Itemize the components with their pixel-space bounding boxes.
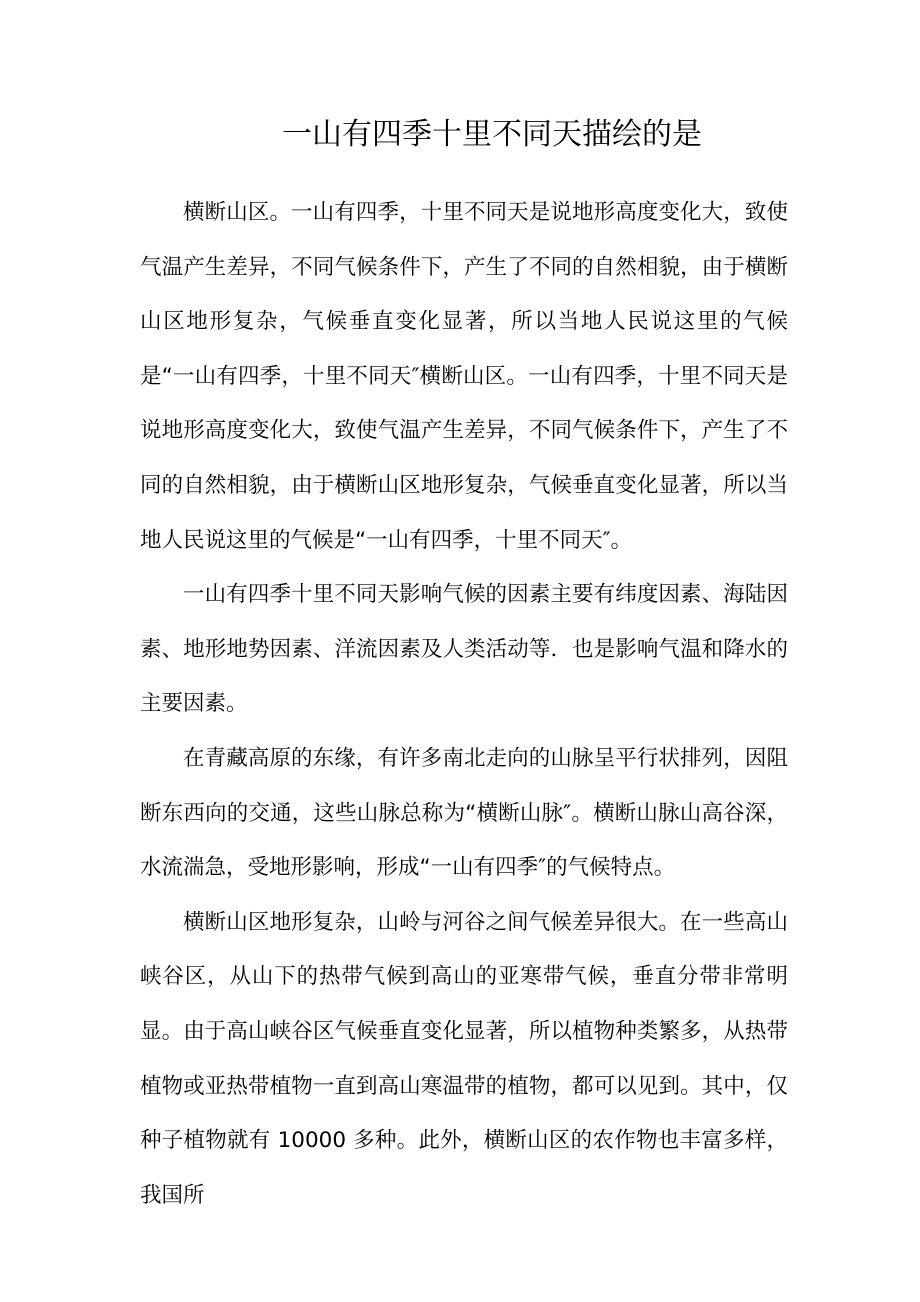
document-title: 一山有四季十里不同天描绘的是 xyxy=(282,117,702,152)
paragraph: 在青藏高原的东缘，有许多南北走向的山脉呈平行状排列，因阻断东西向的交通，这些山脉总称为“横断山脉″。横断山脉山高谷深，水流湍急，受地形影响，形成“一山有四季″的气候特点。 xyxy=(140,745,788,881)
paragraph: 横断山区。一山有四季，十里不同天是说地形高度变化大，致使气温产生差异，不同气候条件下，产生了不同的自然相貌，由于横断山区地形复杂，气候垂直变化显著，所以当地人民说这里的气候是“一山有四季，十里不同天″横断山区。一山有四季，十里不同天是说地形高度变化大，致使气温产生差异，不同气候条件下，产生了不同的自然相貌，由于横断山区地形复杂，气候垂直变化显著，所以当地人民说这里的气候是“一山有四季，十里不同天″。 xyxy=(140,200,788,553)
paragraph: 一山有四季十里不同天影响气候的因素主要有纬度因素、海陆因素、地形地势因素、洋流因素及人类活动等．也是影响气温和降水的主要因素。 xyxy=(140,582,788,717)
paragraph: 横断山区地形复杂，山岭与河谷之间气候差异很大。在一些高山峡谷区，从山下的热带气候到高山的亚寒带气候，垂直分带非常明显。由于高山峡谷区气候垂直变化显著，所以植物种类繁多，从热带植物或亚热带植物一直到高山寒温带的植物，都可以见到。其中，仅种子植物就有 10000 多种。此外，横断山区的农作物也丰富多样，我国所 xyxy=(140,909,788,1208)
document-body xyxy=(140,186,788,1223)
